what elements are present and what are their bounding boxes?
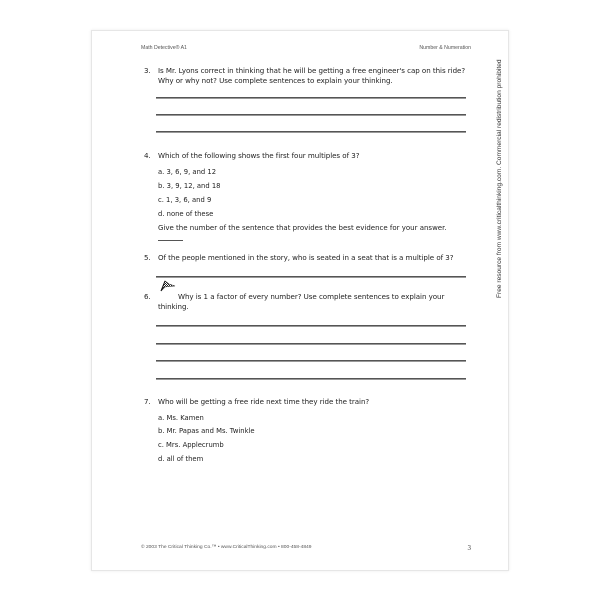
question-7 bbox=[144, 397, 474, 407]
answer-line[interactable] bbox=[156, 343, 466, 345]
redistribution-notice: Free resource from www.criticalthinking.com. Commercial redistribution prohibited bbox=[496, 59, 503, 298]
question-3 bbox=[144, 66, 474, 86]
question-text: Of the people mentioned in the story, who is seated in a seat that is a multiple of 3? bbox=[158, 253, 454, 262]
option-b: b. 3, 9, 12, and 18 bbox=[158, 182, 221, 190]
question-number: 7. bbox=[144, 397, 151, 406]
question-number: 4. bbox=[144, 151, 151, 160]
header-book-title: Math Detective® A1 bbox=[141, 45, 187, 51]
answer-line[interactable] bbox=[156, 131, 466, 133]
question-text: Why is 1 a factor of every number? Use complete sentences to explain your thinking. bbox=[158, 292, 445, 311]
answer-line[interactable] bbox=[156, 378, 466, 380]
option-b: b. Mr. Papas and Ms. Twinkle bbox=[158, 427, 255, 435]
answer-line[interactable] bbox=[156, 325, 466, 327]
worksheet-page bbox=[91, 30, 509, 571]
answer-line[interactable] bbox=[156, 97, 466, 99]
option-c: c. 1, 3, 6, and 9 bbox=[158, 196, 212, 204]
question-text: Who will be getting a free ride next time they ride the train? bbox=[158, 397, 370, 406]
question-4 bbox=[144, 151, 474, 161]
answer-line[interactable] bbox=[156, 114, 466, 116]
header-section-title: Number & Numeration bbox=[419, 45, 471, 51]
option-d: d. all of them bbox=[158, 455, 204, 463]
answer-line[interactable] bbox=[156, 276, 466, 278]
question-number: 6. bbox=[144, 292, 151, 301]
question-number: 3. bbox=[144, 66, 151, 75]
evidence-prompt: Give the number of the sentence that provides the best evidence for your answer. bbox=[158, 224, 447, 232]
thinking-flag-icon bbox=[160, 280, 176, 292]
option-a: a. 3, 6, 9, and 12 bbox=[158, 168, 217, 176]
question-text: Is Mr. Lyons correct in thinking that he will be getting a free engineer's cap on this ride? Why or why not? Use complete sentences to explain your thinking. bbox=[158, 66, 466, 85]
option-c: c. Mrs. Applecrumb bbox=[158, 441, 224, 449]
evidence-answer-line[interactable] bbox=[158, 240, 183, 241]
answer-line[interactable] bbox=[156, 360, 466, 362]
question-6 bbox=[144, 292, 474, 312]
footer-copyright: © 2003 The Critical Thinking Co.™ • www.CriticalThinking.com • 800-458-4849 bbox=[141, 545, 312, 550]
question-number: 5. bbox=[144, 253, 151, 262]
option-d: d. none of these bbox=[158, 210, 214, 218]
question-text: Which of the following shows the first four multiples of 3? bbox=[158, 151, 360, 160]
page-number: 3 bbox=[467, 544, 471, 552]
question-5 bbox=[144, 253, 474, 263]
option-a: a. Ms. Kamen bbox=[158, 414, 204, 422]
